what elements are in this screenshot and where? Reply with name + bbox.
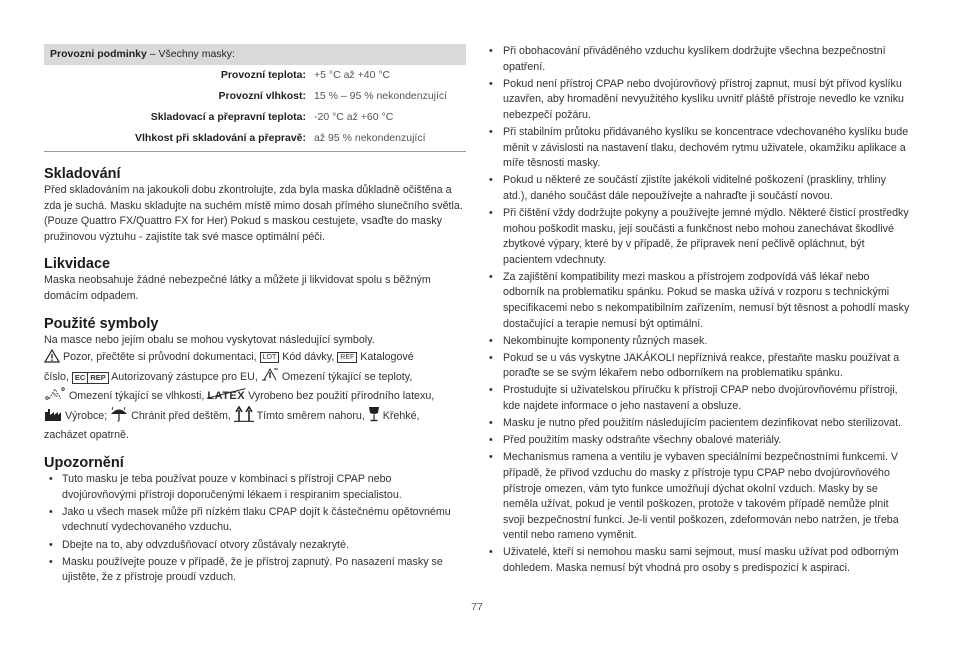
warnings-list-right [484, 44, 910, 577]
latex-text: Vyrobeno bez použití přírodního latexu, [245, 390, 435, 403]
disposal-section [44, 255, 466, 304]
warning-item: • Nekombinujte komponenty různých masek. [484, 334, 910, 350]
right-column [484, 44, 910, 578]
fragile-glass-icon [368, 406, 380, 422]
fragile-text: Křehké, [379, 409, 420, 422]
warning-item: • Pokud u některé ze součástí zjistíte jakékoli viditelné poškození (praskliny, trhliny atd.), daného součást dále nepoužívejte a nahraďte ji součástí novou. [484, 173, 910, 204]
warning-item: • Masku používejte pouze v případě, že je přístroj zapnutý. Po nasazení masky se ujistěte, že z přístroje proudí vzduch. [44, 555, 466, 586]
rain-text: Chránit před deštěm, [128, 409, 234, 422]
warning-item: • Při obohacování přiváděného vzduchu kyslíkem dodržujte všechna bezpečnostní opatření. [484, 44, 910, 75]
latex-crossed-icon: LATEX [207, 387, 245, 406]
operating-conditions-header [44, 44, 466, 65]
symbols-intro: Na masce nebo jejím obalu se mohou vyskytovat následující symboly. [44, 333, 375, 346]
conditions-header-bold: Provozni podminky [50, 48, 147, 60]
warnings-heading: Upozornění [44, 455, 124, 472]
lot-box-icon: LOT [260, 352, 280, 363]
table-divider [44, 151, 466, 152]
storage-heading: Skladování [44, 166, 121, 182]
conditions-header-rest: – Všechny masky: [146, 48, 235, 60]
warning-item: • Za zajištění kompatibility mezi maskou a přístrojem zodpovídá váš lékař nebo odborník na problematiku spánku. Pokud se maska užívá v rozporu s technickými specifikacemi nebo s nekompatibilním zařízením, nemusí být těsnost a pohodlí masky dostačující a terapie nemusí být optimální. [484, 270, 910, 332]
warning-item: • Při stabilním průtoku přidávaného kyslíku se koncentrace vdechovaného kyslíku bude měnit v závislosti na nastavení tlaku, dechovém rytmu uživatele, okamžiku aplikace a míře těsnosti masky. [484, 125, 910, 172]
condition-label: Provozní vlhkost: [218, 90, 306, 102]
condition-row [44, 86, 466, 107]
condition-row [44, 65, 466, 86]
ref-text: Katalogové [357, 351, 414, 364]
operating-conditions-table [44, 44, 466, 152]
warning-item: • Mechanismus ramena a ventilu je vybaven speciálními bezpečnostními funkcemi. V případě, že přívod vzduchu do masky z přístroje typu CPAP nebo dvojúrovňového přístroje omezen, vám tyto funkce umožňují dýchat okolní vzduch. Masky by se neměla užívat, pokud je ventil poškozen, protože v takovém případě nemůže plnit svoji bezpečnostní funkci. Je-li ventil poškozen, zdeformován nebo natržen, je třeba ventil nebo rameno vyměnit. [484, 450, 910, 544]
ref-box-icon: REF [337, 352, 357, 363]
warning-item: • Uživatelé, kteří si nemohou masku sami sejmout, musí masku užívat pod odborným dohledem. Maska nemusí být vhodná pro osoby s predispozicí k aspiraci. [484, 545, 910, 576]
storage-paragraph: Před skladováním na jakoukoli dobu zkontrolujte, zda byla maska důkladně očištěna a zda je suchá. Masku skladujte na suchém místě mimo dosah přímého slunečního světla. [44, 184, 463, 212]
manufacturer-text: Výrobce; [62, 409, 111, 422]
symbols-list [44, 348, 466, 444]
svg-text:%: % [53, 393, 58, 400]
fragile-text-cont: zacházet opatrně. [44, 428, 129, 441]
up-text: Tímto směrem nahoru, [253, 409, 368, 422]
ec-label: EC [74, 372, 86, 382]
ref-text-cont: číslo, [44, 370, 72, 383]
condition-value: 15 % – 95 % nekondenzující [314, 90, 448, 102]
this-way-up-arrows-icon [234, 406, 254, 422]
temperature-limit-icon [261, 367, 279, 383]
lot-text: Kód dávky, [279, 351, 338, 364]
symbols-heading: Použité symboly [44, 315, 159, 332]
page-number: 77 [471, 601, 483, 613]
warning-item: • Masku je nutno před použitím následujícím pacientem dezinfikovat nebo sterilizovat. [484, 416, 910, 432]
symbols-section [44, 315, 466, 445]
storage-travel-paragraph: (Pouze Quattro FX/Quattro FX for Her) Pokud s maskou cestujete, vsaďte do masky pružinovou výztuhu - zajistíte tak své masce optimální péči. [44, 215, 443, 243]
umbrella-rain-icon [110, 406, 128, 422]
condition-label: Provozní teplota: [220, 69, 306, 81]
symbols-line [44, 426, 466, 445]
caution-triangle-icon [44, 349, 60, 363]
condition-value: -20 °C až +60 °C [314, 111, 394, 123]
rep-label: REP [87, 373, 107, 383]
temperature-text: Omezení týkající se teploty, [278, 370, 413, 383]
condition-label: Vlhkost při skladování a přepravě: [135, 132, 306, 144]
symbols-line [44, 348, 466, 367]
warning-item: • Pokud není přístroj CPAP nebo dvojúrovňový přístroj zapnut, musí být přívod kyslíku uzavřen, aby hromadění nevyužitého kyslíku uvnitř pláště přístroje nevedlo ke vzniku nebezpečí požáru. [484, 77, 910, 124]
warnings-list-left [44, 472, 466, 586]
storage-section [44, 165, 466, 245]
warning-item: • Při čištění vždy dodržujte pokyny a používejte jemné mýdlo. Některé čisticí prostředky mohou poškodit masku, její součásti a funkčnost nebo mohou zanechávat škodlivé zbytkové výpary, které by v případě, že přípravek není pečlivě opláchnut, být pacientem vdechnuty. [484, 206, 910, 268]
condition-row [44, 128, 466, 149]
humidity-limit-icon [44, 386, 66, 402]
ec-rep-icon [72, 372, 109, 384]
humidity-text: Omezení týkající se vlhkosti, [66, 390, 208, 403]
left-column [44, 44, 466, 587]
warning-item: • Jako u všech masek může při nízkém tlaku CPAP dojít k částečnému opětovnému vdechnutí vydechovaného vzduchu. [44, 505, 466, 536]
symbols-line [44, 386, 466, 406]
ec-rep-text: Autorizovaný zástupce pro EU, [108, 370, 261, 383]
condition-value: +5 °C až +40 °C [314, 69, 391, 81]
condition-row [44, 107, 466, 128]
symbols-line [44, 406, 466, 426]
manufacturer-factory-icon [44, 408, 62, 422]
condition-label: Skladovací a přepravní teplota: [150, 111, 306, 123]
disposal-paragraph: Maska neobsahuje žádné nebezpečné látky a můžete ji likvidovat spolu s běžným domácím odpadem. [44, 274, 431, 302]
caution-text: Pozor, přečtěte si průvodní dokumentaci, [60, 351, 260, 364]
disposal-heading: Likvidace [44, 256, 111, 273]
symbols-line [44, 367, 466, 387]
warning-item: • Prostudujte si uživatelskou příručku k přístroji CPAP nebo dvojúrovňovému přístroji, kde najdete informace o jeho nastavení a obsluze. [484, 383, 910, 414]
warning-item: • Pokud se u vás vyskytne JAKÁKOLI nepříznivá reakce, přestaňte masku používat a poraďte se se svým lékařem nebo odborníkem na problematiku spánku. [484, 351, 910, 382]
warnings-section [44, 454, 466, 586]
warning-item: • Tuto masku je teba používat pouze v kombinaci s přístroji CPAP nebo dvojúrovňovými přístroji doporučenými lékaem i respiranim specialistou. [44, 472, 466, 503]
warning-item: • Před použitím masky odstraňte všechny obalové materiály. [484, 433, 910, 449]
warning-item: • Dbejte na to, aby odvzdušňovací otvory zůstávaly nezakryté. [44, 538, 466, 554]
condition-value: až 95 % nekondenzující [314, 132, 426, 144]
